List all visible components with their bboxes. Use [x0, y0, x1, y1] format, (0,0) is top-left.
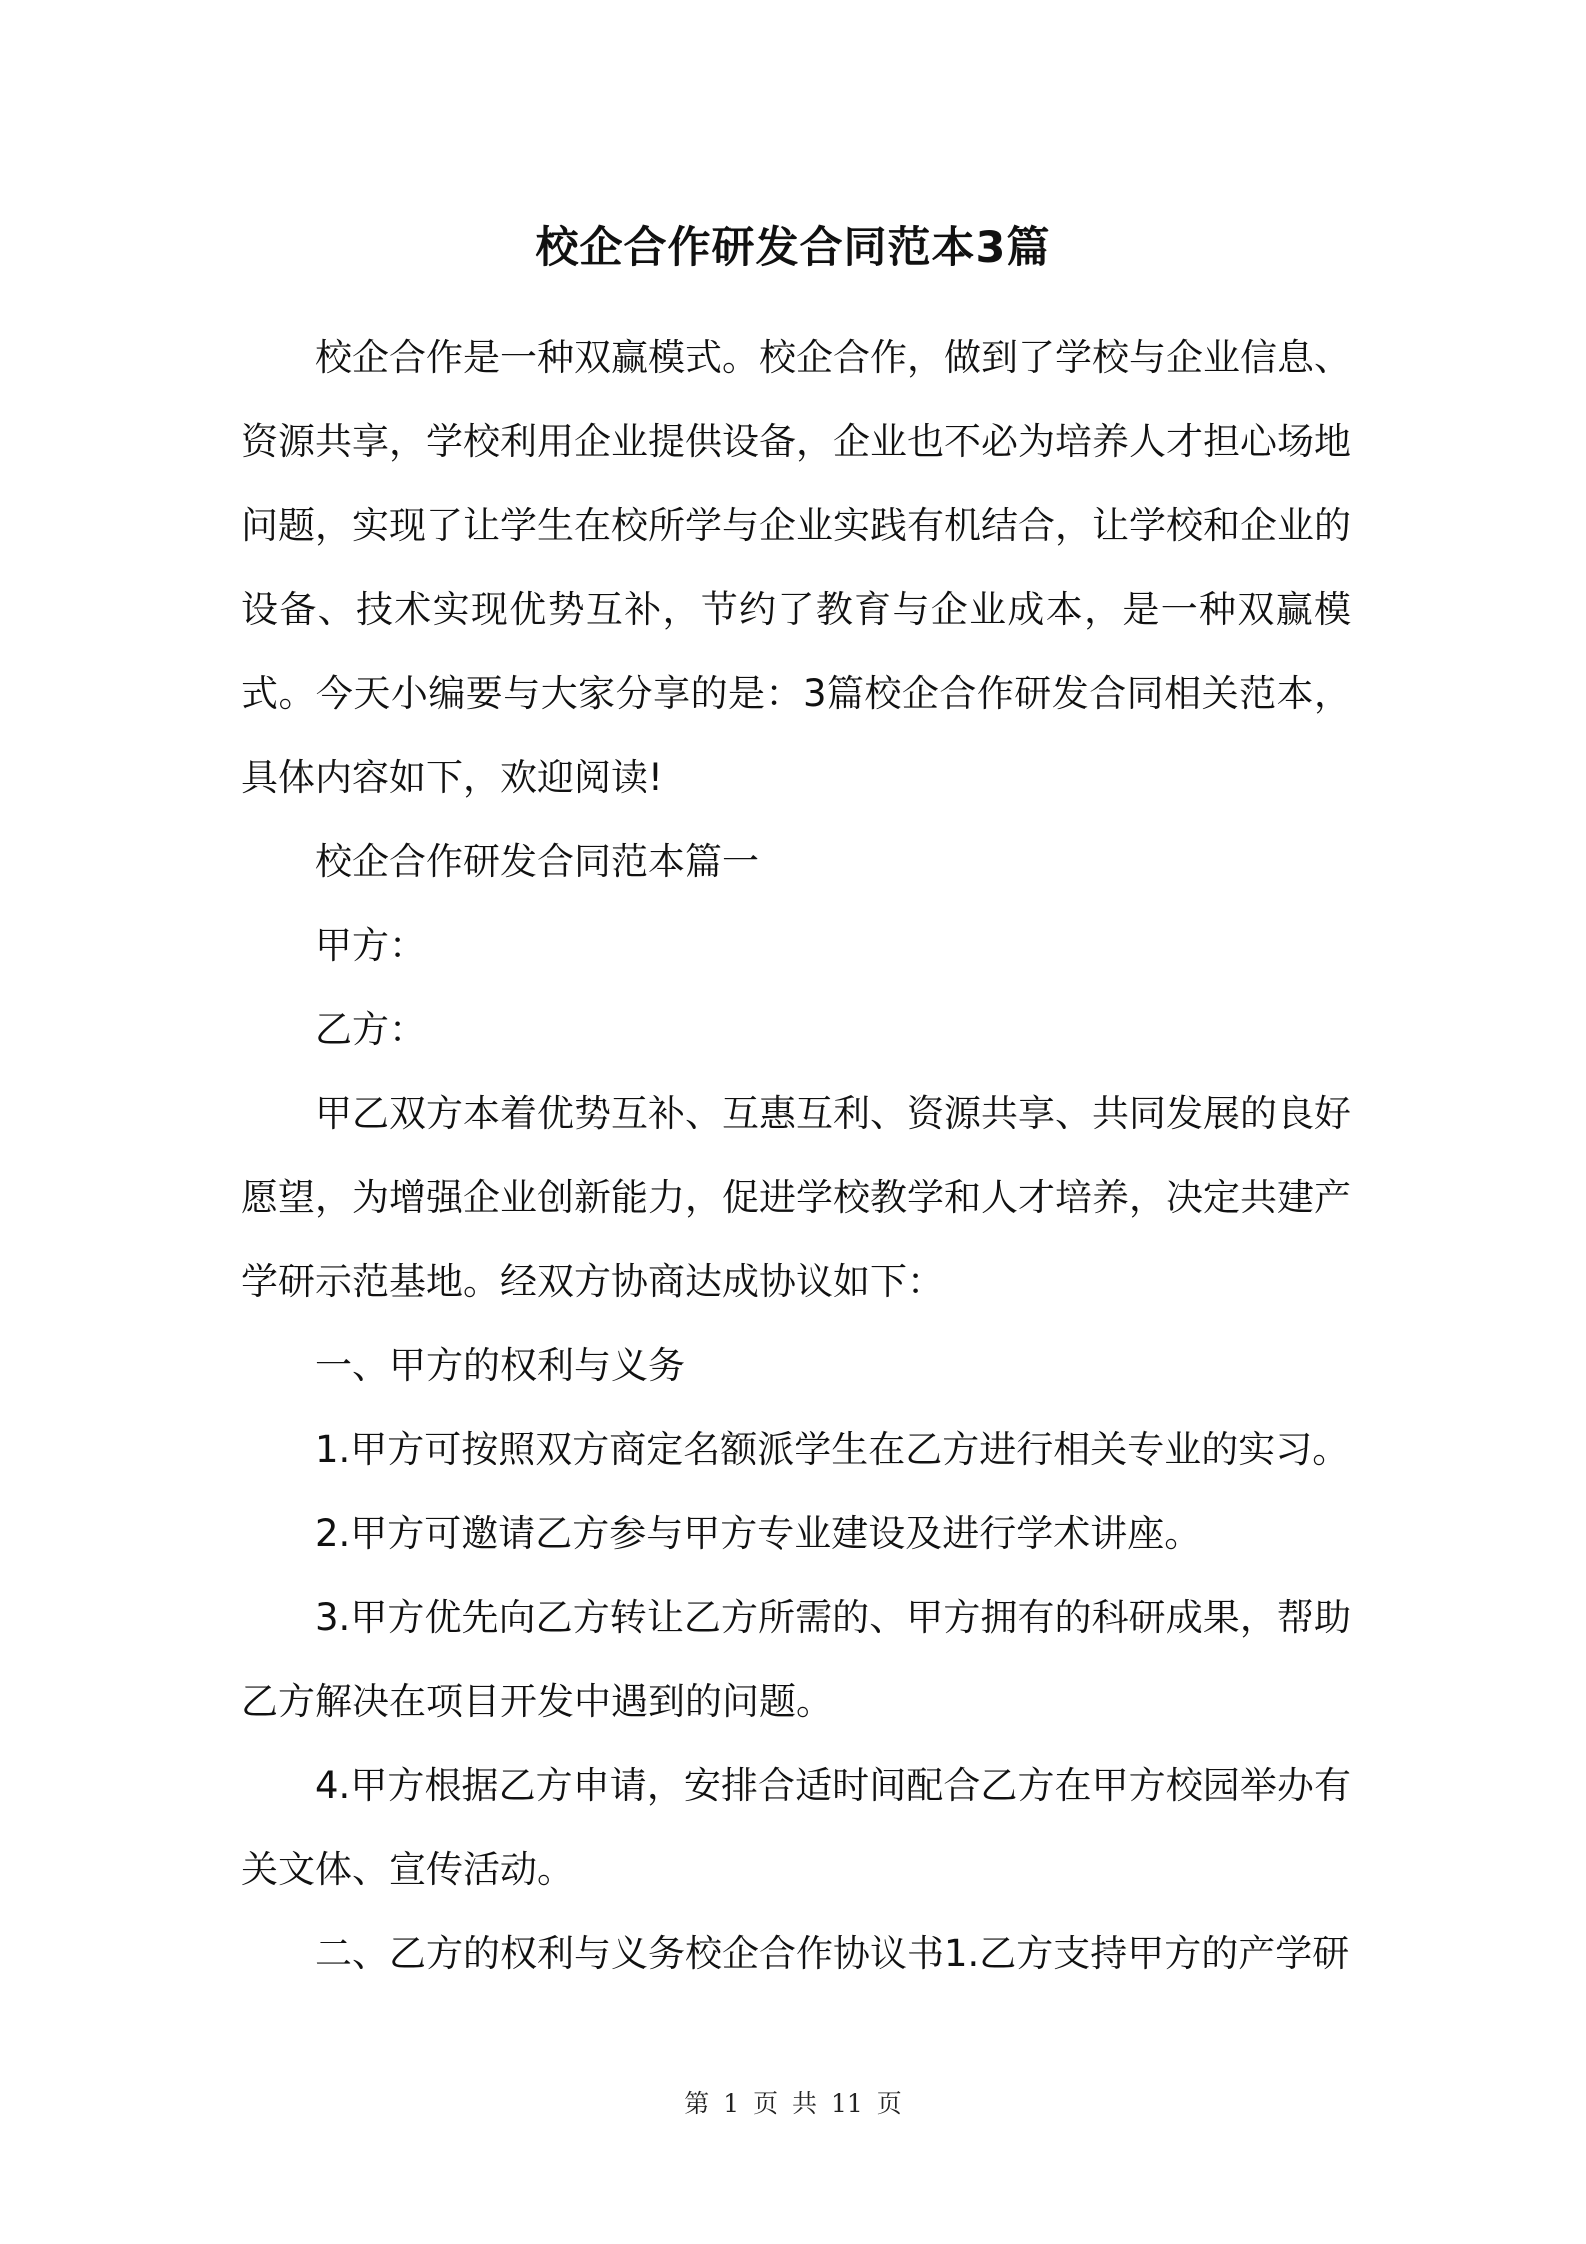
clause-heading-party-a: 一、甲方的权利与义务: [315, 1344, 685, 1387]
document-title: 校企合作研发合同范本3篇: [535, 223, 1051, 273]
clause-item-1: 1.甲方可按照双方商定名额派学生在乙方进行相关专业的实习。: [315, 1428, 1350, 1471]
clause-item-4: 4.甲方根据乙方申请，安排合适时间配合乙方在甲方校园举办有关文体、宣传活动。: [241, 1764, 1351, 1891]
agreement-preamble: 甲乙双方本着优势互补、互惠互利、资源共享、共同发展的良好愿望，为增强企业创新能力，促进学校教学和人才培养，决定共建产学研示范基地。经双方协商达成协议如下：: [241, 1092, 1351, 1303]
page-number-footer: 第 1 页 共 11 页: [684, 2089, 902, 2118]
section-heading-part-one: 校企合作研发合同范本篇一: [315, 840, 759, 883]
clause-heading-party-b: 二、乙方的权利与义务校企合作协议书1.乙方支持甲方的产学研: [315, 1932, 1350, 1975]
party-a-line: 甲方：: [315, 924, 426, 967]
clause-item-2: 2.甲方可邀请乙方参与甲方专业建设及进行学术讲座。: [315, 1512, 1202, 1555]
clause-item-3: 3.甲方优先向乙方转让乙方所需的、甲方拥有的科研成果，帮助乙方解决在项目开发中遇到的问题。: [241, 1596, 1351, 1723]
intro-paragraph: 校企合作是一种双赢模式。校企合作，做到了学校与企业信息、资源共享，学校利用企业提供设备，企业也不必为培养人才担心场地问题，实现了让学生在校所学与企业实践有机结合，让学校和企业的设备、技术实现优势互补，节约了教育与企业成本，是一种双赢模式。今天小编要与大家分享的是：3篇校企合作研发合同相关范本，具体内容如下，欢迎阅读!: [241, 336, 1351, 799]
party-b-line: 乙方：: [315, 1008, 426, 1051]
document-body: [241, 316, 1351, 1996]
